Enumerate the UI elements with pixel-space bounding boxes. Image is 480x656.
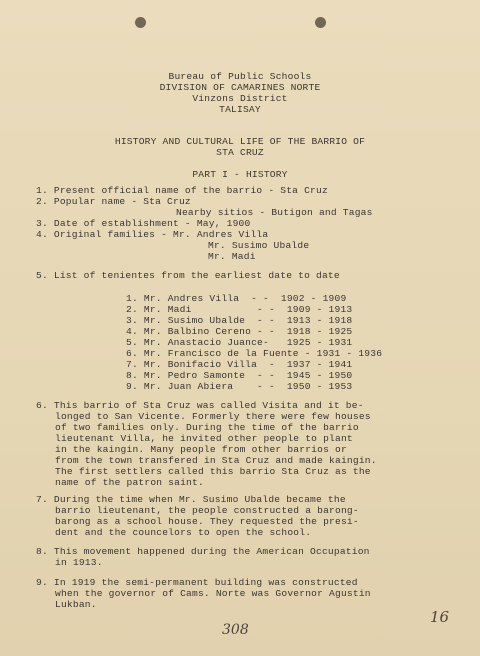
para-9-line: Lukban. — [55, 599, 97, 610]
para-7-line: barrio lieutenant, the people constructed a barong- — [55, 505, 359, 516]
teniente-row: 5. Mr. Anastacio Juance- 1925 - 1931 — [126, 337, 353, 348]
para-7-line: dent and the councelors to open the school. — [55, 527, 312, 538]
para-6-line: in the kaingin. Many people from other barrios or — [55, 444, 347, 455]
para-6-line: of two families only. During the time of the barrio — [55, 422, 359, 433]
item-5: 5. List of tenientes from the earliest date to date — [36, 270, 340, 281]
part-heading: PART I - HISTORY — [192, 169, 288, 180]
header-district: Vinzons District — [192, 93, 288, 104]
item-2-sitios: Nearby sitios - Butigon and Tagas — [176, 207, 373, 218]
para-6-line: The first settlers called this barrio Sta Cruz as the — [55, 466, 371, 477]
teniente-row: 3. Mr. Susimo Ubalde - - 1913 - 1918 — [126, 315, 353, 326]
header-town: TALISAY — [219, 104, 261, 115]
para-7-line: 7. During the time when Mr. Susimo Ubalde became the — [36, 494, 346, 505]
para-6-line: longed to San Vicente. Formerly there were few houses — [55, 411, 371, 422]
item-1: 1. Present official name of the barrio - Sta Cruz — [36, 185, 328, 196]
teniente-row: 8. Mr. Pedro Samonte - - 1945 - 1950 — [126, 370, 353, 381]
punch-hole — [315, 17, 326, 28]
para-9-line: 9. In 1919 the semi-permanent building was constructed — [36, 577, 358, 588]
header-bureau: Bureau of Public Schools — [168, 71, 312, 82]
item-4-family-3: Mr. Madi — [208, 251, 256, 262]
para-9-line: when the governor of Cams. Norte was Governor Agustin — [55, 588, 371, 599]
item-2: 2. Popular name - Sta Cruz — [36, 196, 191, 207]
item-4-family-2: Mr. Susimo Ubalde — [208, 240, 310, 251]
para-6-line: from the town transfered in Sta Cruz and made kaingin. — [55, 455, 377, 466]
punch-hole — [135, 17, 146, 28]
teniente-row: 7. Mr. Bonifacio Villa - 1937 - 1941 — [126, 359, 353, 370]
teniente-row: 1. Mr. Andres Villa - - 1902 - 1909 — [126, 293, 347, 304]
item-3: 3. Date of establishment - May, 1900 — [36, 218, 251, 229]
para-6-line: lieutenant Villa, he invited other people to plant — [55, 433, 353, 444]
para-8-line: 8. This movement happened during the American Occupation — [36, 546, 370, 557]
doc-title: HISTORY AND CULTURAL LIFE OF THE BARRIO OF — [114, 136, 366, 147]
teniente-row: 4. Mr. Balbino Cereno - - 1918 - 1925 — [126, 326, 353, 337]
doc-subtitle: STA CRUZ — [216, 147, 264, 158]
item-4: 4. Original families - Mr. Andres Villa — [36, 229, 269, 240]
para-6-line: 6. This barrio of Sta Cruz was called Visita and it be- — [36, 400, 364, 411]
handwritten-folio-number: 308 — [222, 622, 249, 638]
header-division: DIVISION OF CAMARINES NORTE — [159, 82, 321, 93]
teniente-row: 2. Mr. Madi - - 1909 - 1913 — [126, 304, 353, 315]
para-8-line: in 1913. — [55, 557, 103, 568]
teniente-row: 9. Mr. Juan Abiera - - 1950 - 1953 — [126, 381, 353, 392]
handwritten-page-number: 16 — [430, 608, 450, 626]
teniente-row: 6. Mr. Francisco de la Fuente - 1931 - 1936 — [126, 348, 383, 359]
para-7-line: barong as a school house. They requested the presi- — [55, 516, 359, 527]
para-6-line: name of the patron saint. — [55, 477, 204, 488]
